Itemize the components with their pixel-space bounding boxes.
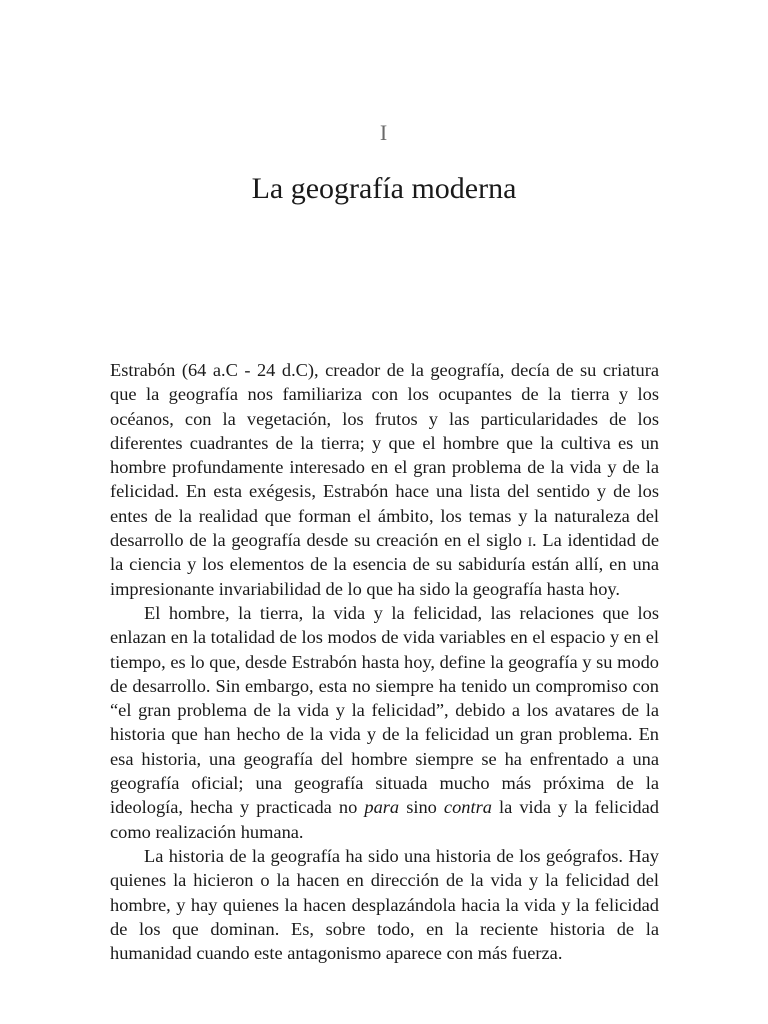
chapter-number: I bbox=[379, 120, 389, 145]
roman-numeral-small-caps: i bbox=[527, 530, 533, 551]
italic-word-para: para bbox=[364, 797, 400, 818]
chapter-title: La geografía moderna bbox=[251, 172, 517, 205]
paragraph-1 bbox=[110, 358, 659, 601]
paragraph-2-text-c: la vida y la felicidad como realización humana. bbox=[110, 797, 659, 842]
paragraph-2-text-a: El hombre, la tierra, la vida y la felicidad, las relaciones que los enlazan en la totalidad de los modos de vida variables en el espacio y en el tiempo, es lo que, desde Estrabón hasta hoy, define la geografía y su modo de desarrollo. Sin embargo, esta no siempre ha tenido un compromiso con “el gran problema de la vida y la felicidad”, debido a los avatares de la historia que han hecho de la vida y de la felicidad un gran problema. En esa historia, una geografía del hombre siempre se ha enfrentado a una geografía oficial; una geografía situada mucho más próxima de la ideología, hecha y practicada no bbox=[110, 602, 659, 818]
body-text bbox=[110, 358, 659, 965]
paragraph-3-text: La historia de la geografía ha sido una historia de los geógrafos. Hay quienes la hicieron o la hacen en dirección de la vida y la felicidad del hombre, y hay quienes la hacen desplazándola hacia la vida y la felicidad de los que dominan. Es, sobre todo, en la reciente historia de la humanidad cuando este antagonismo aparece con más fuerza. bbox=[110, 845, 659, 964]
paragraph-3 bbox=[110, 844, 659, 965]
paragraph-2 bbox=[110, 601, 659, 844]
italic-word-contra: contra bbox=[443, 797, 492, 818]
paragraph-2-text-b: sino bbox=[399, 797, 444, 818]
paragraph-1-text-a: Estrabón (64 a.C - 24 d.C), creador de la geografía, decía de su criatura que la geografía nos familiariza con los ocupantes de la tierra y los océanos, con la vegetación, los frutos y las particularidades de los diferentes cuadrantes de la tierra; y que el hombre que la cultiva es un hombre profundamente interesado en el gran problema de la vida y de la felicidad. En esta exégesis, Estrabón hace una lista del sentido y de los entes de la realidad que forman el ámbito, los temas y la naturaleza del desarrollo de la geografía desde su creación en el siglo bbox=[110, 360, 659, 551]
paragraph-1-text-b: . La identidad de la ciencia y los elementos de la esencia de su sabiduría están allí, en una impresionante invariabilidad de lo que ha sido la geografía hasta hoy. bbox=[110, 530, 659, 599]
